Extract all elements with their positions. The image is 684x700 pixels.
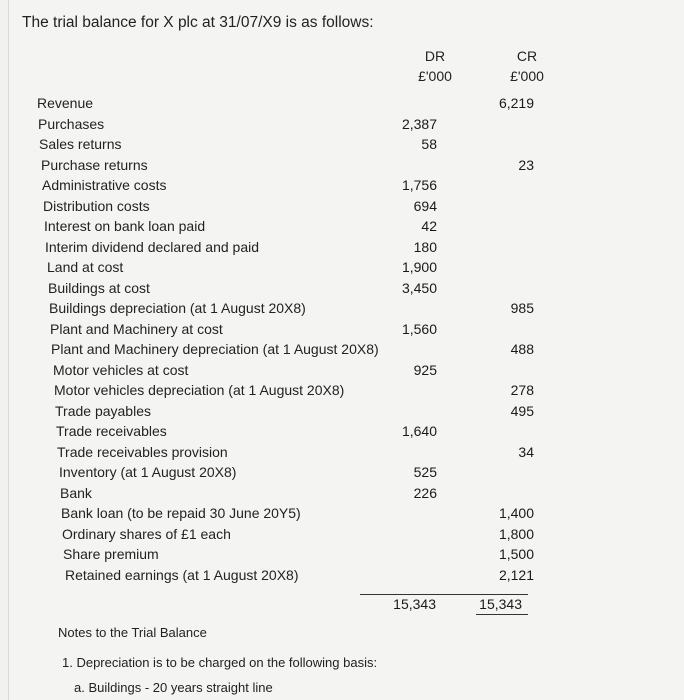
row-label: Administrative costs xyxy=(42,177,167,193)
row-dr-value: 1,640 xyxy=(401,423,437,439)
table-row xyxy=(0,321,684,341)
row-dr-value: 226 xyxy=(413,484,437,501)
row-cr-value: 1,800 xyxy=(498,525,534,542)
table-row xyxy=(0,567,684,587)
total-rule-bottom xyxy=(476,614,528,615)
table-row xyxy=(0,198,684,218)
notes-heading: Notes to the Trial Balance xyxy=(58,625,207,640)
row-cr-value: 6,219 xyxy=(498,95,534,111)
row-dr-value: 3,450 xyxy=(401,279,437,296)
row-cr-value: 2,121 xyxy=(498,566,534,583)
row-label: Buildings at cost xyxy=(48,279,150,296)
table-row xyxy=(0,505,684,525)
row-cr-value: 488 xyxy=(510,341,534,357)
row-cr-value: 985 xyxy=(510,300,534,316)
row-dr-value: 525 xyxy=(413,464,437,480)
table-row xyxy=(0,546,684,566)
cr-header: CR xyxy=(516,48,538,64)
row-label: Plant and Machinery at cost xyxy=(50,320,223,337)
table-row xyxy=(0,444,684,464)
row-label: Inventory (at 1 August 20X8) xyxy=(59,464,237,480)
table-row xyxy=(0,341,684,361)
row-label: Distribution costs xyxy=(43,197,150,214)
table-row xyxy=(0,464,684,484)
row-label: Land at cost xyxy=(47,259,124,275)
totals-row xyxy=(0,596,684,616)
row-dr-value: 694 xyxy=(413,197,437,214)
table-row xyxy=(0,300,684,320)
table-row xyxy=(0,485,684,505)
table-row xyxy=(0,280,684,300)
dr-header: DR xyxy=(424,48,446,64)
row-label: Purchases xyxy=(38,115,105,132)
total-dr: 15,343 xyxy=(393,596,436,612)
row-label: Trade receivables provision xyxy=(57,443,228,460)
table-row xyxy=(0,239,684,259)
row-cr-value: 495 xyxy=(510,402,534,419)
row-label: Retained earnings (at 1 August 20X8) xyxy=(65,566,299,583)
total-cr: 15,343 xyxy=(479,596,522,612)
row-label: Interest on bank loan paid xyxy=(44,218,206,234)
row-dr-value: 2,387 xyxy=(401,115,437,132)
table-row xyxy=(0,177,684,197)
row-cr-value: 278 xyxy=(510,382,534,398)
table-row xyxy=(0,136,684,156)
row-label: Purchase returns xyxy=(41,156,148,173)
total-rule-top xyxy=(360,594,528,595)
table-row xyxy=(0,403,684,423)
table-row xyxy=(0,526,684,546)
table-row xyxy=(0,157,684,177)
row-label: Revenue xyxy=(37,95,94,111)
row-label: Bank loan (to be repaid 30 June 20Y5) xyxy=(61,505,301,521)
row-dr-value: 42 xyxy=(421,218,437,234)
row-cr-value: 23 xyxy=(518,156,534,173)
row-cr-value: 34 xyxy=(518,443,534,460)
row-label: Buildings depreciation (at 1 August 20X8) xyxy=(49,300,306,316)
row-label: Sales returns xyxy=(39,136,122,152)
table-row xyxy=(0,116,684,136)
note-item: a. Buildings - 20 years straight line xyxy=(74,680,273,695)
row-dr-value: 1,756 xyxy=(401,177,437,193)
row-label: Trade receivables xyxy=(56,423,167,439)
row-label: Share premium xyxy=(63,546,159,562)
table-row xyxy=(0,382,684,402)
row-label: Interim dividend declared and paid xyxy=(45,238,260,255)
table-row xyxy=(0,95,684,115)
cr-unit: £'000 xyxy=(510,68,544,84)
row-cr-value: 1,400 xyxy=(498,505,534,521)
row-dr-value: 1,560 xyxy=(401,320,437,337)
row-cr-value: 1,500 xyxy=(498,546,534,562)
row-dr-value: 1,900 xyxy=(401,259,437,275)
table-row xyxy=(0,218,684,238)
table-row xyxy=(0,362,684,382)
note-item: 1. Depreciation is to be charged on the following basis: xyxy=(62,655,378,670)
dr-unit: £'000 xyxy=(418,68,452,84)
row-label: Motor vehicles depreciation (at 1 August 20X8) xyxy=(54,382,345,398)
row-label: Ordinary shares of £1 each xyxy=(62,525,231,542)
row-label: Plant and Machinery depreciation (at 1 August 20X8) xyxy=(51,341,379,357)
row-dr-value: 180 xyxy=(413,238,437,255)
row-dr-value: 58 xyxy=(421,136,437,152)
row-label: Bank xyxy=(60,484,92,501)
page-title: The trial balance for X plc at 31/07/X9 is as follows: xyxy=(22,14,374,31)
row-dr-value: 925 xyxy=(413,361,437,378)
row-label: Motor vehicles at cost xyxy=(53,361,189,378)
table-row xyxy=(0,259,684,279)
table-row xyxy=(0,423,684,443)
row-label: Trade payables xyxy=(55,402,151,419)
